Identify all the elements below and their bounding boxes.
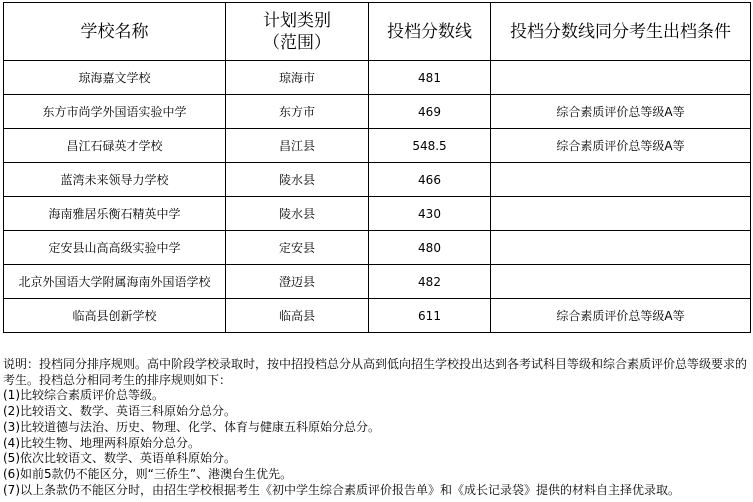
- cell-plan-category: 陵水县: [226, 163, 369, 197]
- header-score-line: 投档分数线: [369, 3, 491, 61]
- cell-score-line: 481: [369, 61, 491, 95]
- cell-tie-condition: [491, 197, 751, 231]
- cell-plan-category: 陵水县: [226, 197, 369, 231]
- table-row: [4, 129, 751, 163]
- cell-plan-category: 定安县: [226, 231, 369, 265]
- cell-tie-condition: 综合素质评价总等级A等: [491, 299, 751, 333]
- table-row: [4, 163, 751, 197]
- cell-school-name: 东方市尚学外国语实验中学: [4, 95, 226, 129]
- cell-school-name: 海南雅居乐衡石精英中学: [4, 197, 226, 231]
- notes-rule-item: (3)比较道德与法治、历史、物理、化学、体育与健康五科原始分总分。: [3, 419, 381, 434]
- cell-school-name: 定安县山高高级实验中学: [4, 231, 226, 265]
- cell-score-line: 466: [369, 163, 491, 197]
- header-plan-category: 计划类别 （范围）: [226, 3, 369, 61]
- cell-plan-category: 澄迈县: [226, 265, 369, 299]
- cell-plan-category: 临高县: [226, 299, 369, 333]
- cell-school-name: 北京外国语大学附属海南外国语学校: [4, 265, 226, 299]
- table-row: [4, 299, 751, 333]
- table-row: [4, 61, 751, 95]
- table-row: [4, 265, 751, 299]
- cell-school-name: 临高县创新学校: [4, 299, 226, 333]
- notes-rule-item: (2)比较语文、数学、英语三科原始分总分。: [3, 404, 236, 419]
- cell-tie-condition: [491, 61, 751, 95]
- cell-tie-condition: [491, 265, 751, 299]
- cell-school-name: 昌江石碌英才学校: [4, 129, 226, 163]
- cell-tie-condition: 综合素质评价总等级A等: [491, 129, 751, 163]
- cell-plan-category: 东方市: [226, 95, 369, 129]
- cell-tie-condition: 综合素质评价总等级A等: [491, 95, 751, 129]
- notes-rule-item: (4)比较生物、地理两科原始分总分。: [3, 435, 200, 450]
- cell-tie-condition: [491, 231, 751, 265]
- table-row: [4, 95, 751, 129]
- header-tie-condition: 投档分数线同分考生出档条件: [491, 3, 751, 61]
- table-header-row: [4, 3, 751, 61]
- cell-score-line: 430: [369, 197, 491, 231]
- notes-rule-item: (6)如前5款仍不能区分，则“三侨生”、港澳台生优先。: [3, 466, 293, 481]
- cell-score-line: 482: [369, 265, 491, 299]
- cell-school-name: 琼海嘉文学校: [4, 61, 226, 95]
- cell-score-line: 480: [369, 231, 491, 265]
- notes-rule-item: (5)依次比较语文、数学、英语单科原始分。: [3, 451, 236, 466]
- notes-intro: 说明：投档同分排序规则。高中阶段学校录取时，按中招投档总分从高到低向招生学校投出达到各考试科目等级和综合素质评价总等级要求的考生。投档总分相同考生的排序规则如下：: [3, 357, 748, 387]
- notes-rule-item: (1)比较综合素质评价总等级。: [3, 388, 164, 403]
- table-row: [4, 197, 751, 231]
- admission-score-table: [3, 2, 751, 333]
- cell-score-line: 611: [369, 299, 491, 333]
- cell-plan-category: 琼海市: [226, 61, 369, 95]
- cell-score-line: 469: [369, 95, 491, 129]
- cell-score-line: 548.5: [369, 129, 491, 163]
- notes-section: [3, 357, 748, 498]
- cell-plan-category: 昌江县: [226, 129, 369, 163]
- notes-rule-item: (7)以上条款仍不能区分时，由招生学校根据考生《初中学生综合素质评价报告单》和《成长记录袋》提供的材料自主择优录取。: [3, 482, 681, 497]
- table-row: [4, 231, 751, 265]
- cell-school-name: 蓝湾未来领导力学校: [4, 163, 226, 197]
- header-school-name: 学校名称: [4, 3, 226, 61]
- cell-tie-condition: [491, 163, 751, 197]
